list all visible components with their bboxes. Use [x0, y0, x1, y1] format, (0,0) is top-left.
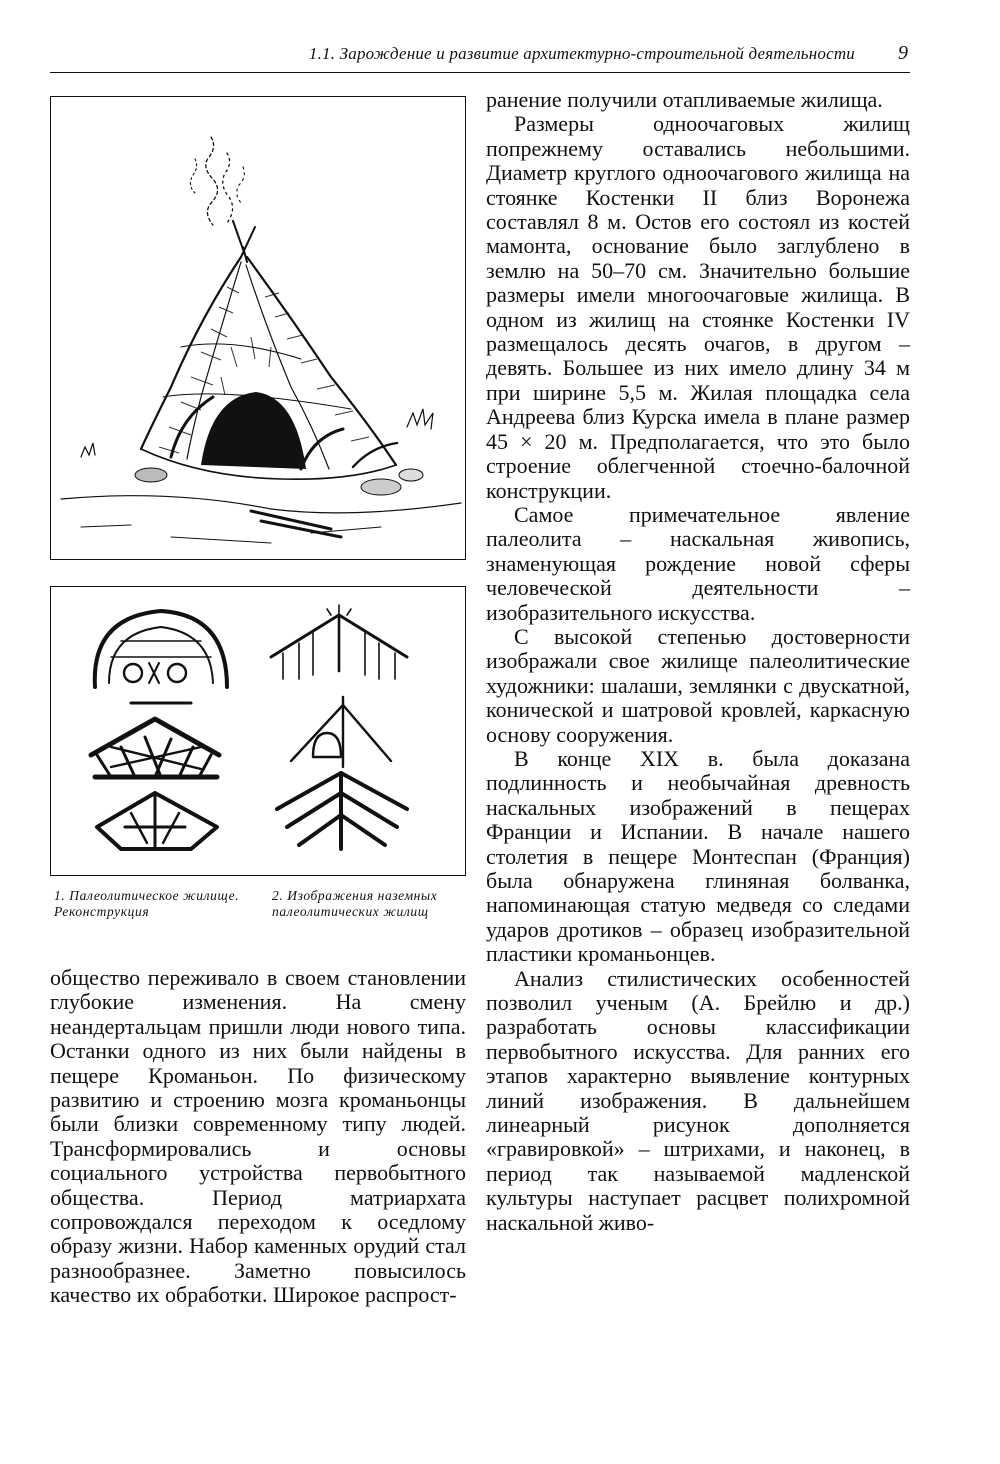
- left-paragraph-1: общество переживало в своем становлении глубокие изменения. На смену неандертальцам пришли люди нового типа. Останки одного из них были найдены в пещере Кроманьон. По физическому развитию и строению мозга кроманьонцы были близки современному типу людей. Трансформировались и основы социального устройства первобытного общества. Период матриархата сопровождался переходом к оседлому образу жизни. Набор каменных орудий стал разнообразнее. Заметно повысилось качество их обработки. Широкое распрост-: [50, 965, 466, 1308]
- figure-2-caption: 2. Изображения наземных палеолитических жилищ: [272, 888, 438, 919]
- figure-2-rock-drawings: [50, 586, 466, 876]
- rock-drawings-illustration: [51, 587, 467, 877]
- right-column: [486, 88, 910, 1235]
- right-paragraph-2: Размеры одноочаговых жилищ попрежнему оставались небольшими. Диаметр круглого одноочагового жилища на стоянке Костенки II близ Воронежа составлял 8 м. Остов его состоял из костей мамонта, основание было заглублено в землю на 50–70 см. Значительно большие размеры имели многоочаговые жилища. В одном из жилищ на стоянке Костенки IV размещалось десять очагов, в другом – девять. Большее из них имело длину 34 м при ширине 5,5 м. Жилая площадка села Андреева близ Курска имела в плане размер 45 × 20 м. Предполагается, что это было строение облегченной стоечно-балочной конструкции.: [486, 111, 910, 503]
- figure-captions: [50, 888, 466, 966]
- dwelling-illustration: [51, 97, 467, 561]
- right-paragraph-4: С высокой степенью достоверности изображали свое жилище палеолитические художники: шалаши, землянки с двускатной, конической и шатровой кровлей, каркасную основу сооружения.: [486, 623, 910, 747]
- running-header: [50, 36, 910, 73]
- left-column: [50, 88, 466, 1308]
- right-paragraph-3: Самое примечательное явление палеолита – наскальная живопись, знаменующая рождение новой сферы человеческой деятельности – изобразительного искусства.: [486, 501, 910, 625]
- right-paragraph-5: В конце XIX в. была доказана подлинность и необычайная древность наскальных изображений в пещерах Франции и Испании. В начале нашего столетия в пещере Монтеспан (Франция) была обнаружена глиняная болванка, напоминающая статую медведя со следами ударов дротиков – образец изобразительной пластики кроманьонцев.: [486, 745, 910, 967]
- page-number: 9: [898, 42, 908, 64]
- figure-1-paleolithic-dwelling: [50, 96, 466, 560]
- right-paragraph-6: Анализ стилистических особенностей позволил ученым (А. Брейлю и др.) разработать основы классификации первобытного искусства. Для ранних его этапов характерно выявление контурных линий изображения. В дальнейшем линеарный рисунок дополняется «гравировкой» – штрихами, и наконец, в период так называемой мадленской культуры наступает расцвет полихромной наскальной живо-: [486, 965, 910, 1235]
- running-title: 1.1. Зарождение и развитие архитектурно-строительной деятельности: [308, 44, 855, 63]
- figure-1-caption: 1. Палеолитическое жилище. Реконструкция: [54, 888, 240, 919]
- right-paragraph-1: ранение получили отапливаемые жилища.: [486, 87, 883, 112]
